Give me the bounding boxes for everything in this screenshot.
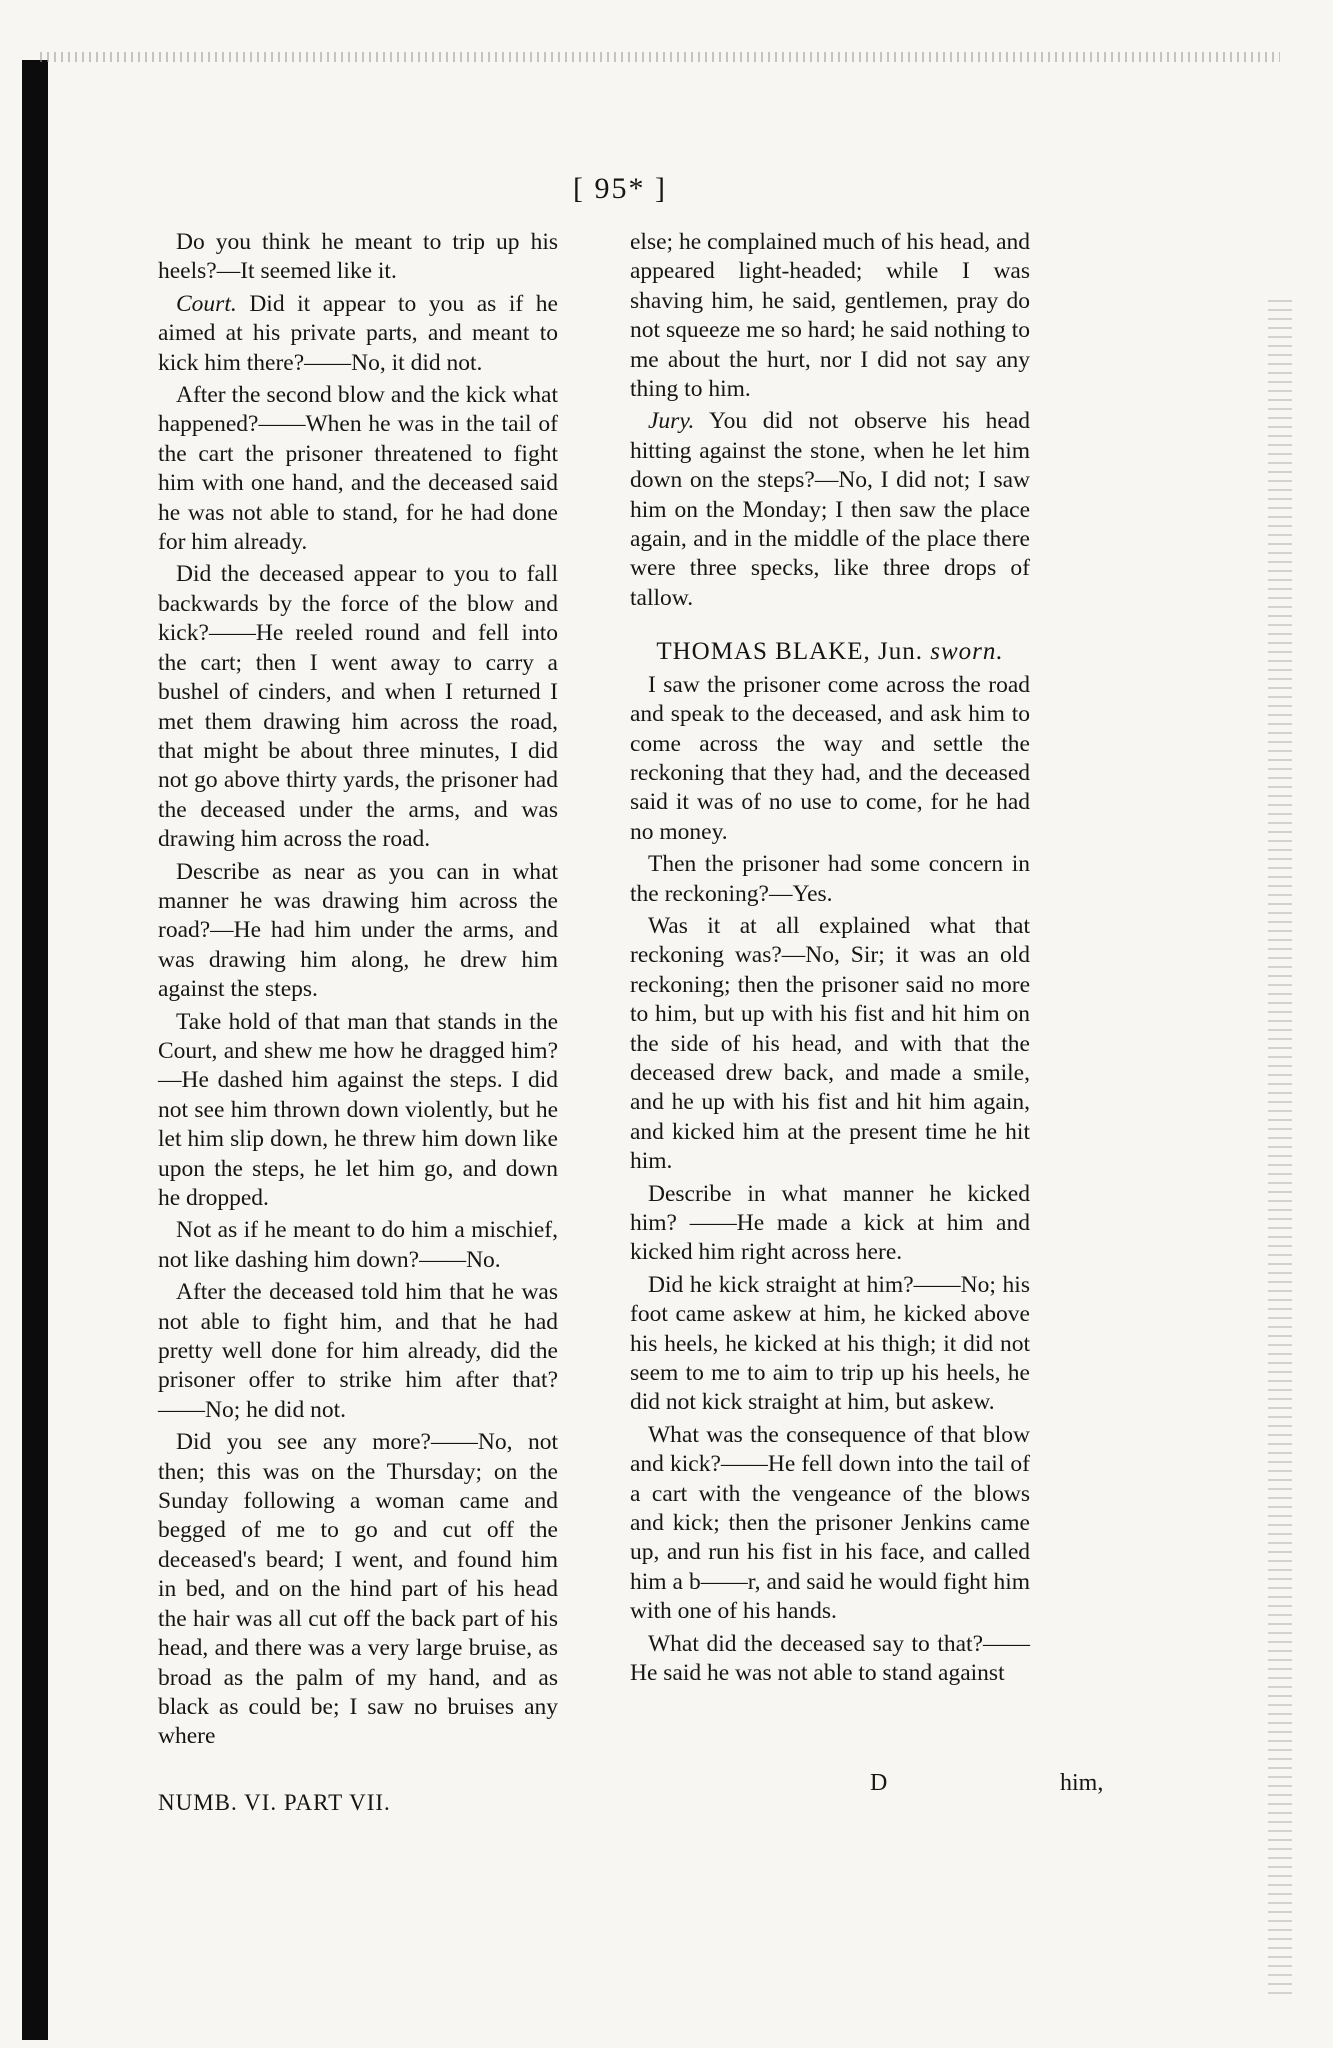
left-column: [158, 228, 558, 1752]
paragraph: Describe in what manner he kicked him? ——He made a kick at him and kicked him right across here.: [630, 1180, 1030, 1266]
page-number: [ 95* ]: [573, 172, 667, 205]
paragraph: Then the prisoner had some concern in the reckoning?—Yes.: [630, 851, 1030, 907]
speaker-label: Jury.: [648, 408, 695, 435]
paragraph: What was the consequence of that blow and kick?——He fell down into the tail of a cart with the vengeance of the blows and kick; then the prisoner Jenkins came up, and run his fist in his face, and called him a b——r, and said he would fight him with one of his hands.: [630, 1421, 1030, 1625]
paragraph: What did the deceased say to that?—— He said he was not able to stand against: [630, 1630, 1030, 1687]
signature-mark: D: [870, 1770, 888, 1796]
paragraph: Did you see any more?——No, not then; this was on the Thursday; on the Sunday following a woman came and begged of me to go and cut off the deceased's beard; I went, and found him in bed, and on the hind part of his head the hair was all cut off the back part of his head, and there was a very large bruise, as broad as the palm of my hand, and as black as could be; I saw no bruises any where: [158, 1429, 558, 1750]
paragraph: I saw the prisoner come across the road and speak to the deceased, and ask him to come across the way and settle the reckoning that they had, and the deceased said it was of no use to come, for he had no money.: [630, 671, 1030, 845]
paragraph: [158, 290, 558, 378]
right-column: [630, 228, 1030, 1689]
paragraph: Was it at all explained what that reckoning was?—No, Sir; it was an old reckoning; then the prisoner said no more to him, but up with his fist and hit him on the side of his head, and with that the deceased drew back, and made a smile, and he up with his fist and hit him again, and kicked him at the present time he hit him.: [630, 912, 1030, 1175]
paragraph: Did he kick straight at him?——No; his foot came askew at him, he kicked above his heels, he kicked at his thigh; it did not seem to me to aim to trip up his heels, he did not kick straight at him, but askew.: [630, 1271, 1030, 1416]
paragraph-text: Did it appear to you as if he aimed at his private parts, and meant to kick him there?——No, it did not.: [158, 290, 558, 376]
issue-footer: NUMB. VI. PART VII.: [158, 1790, 391, 1815]
witness-heading: [630, 637, 1030, 666]
paragraph: Take hold of that man that stands in the Court, and shew me how he dragged him?—He dashed him against the steps. I did not see him thrown down violently, but he let him slip down, he threw him down like upon the steps, he let him go, and down he dropped.: [158, 1008, 558, 1211]
paragraph: After the deceased told him that he was not able to fight him, and that he had pretty well done for him already, did the prisoner offer to strike him after that?——No; he did not.: [158, 1279, 558, 1423]
witness-name: THOMAS BLAKE, Jun.: [656, 638, 931, 666]
paragraph: After the second blow and the kick what happened?——When he was in the tail of the cart the prisoner threatened to fight him with one hand, and the deceased said he was not able to stand, for he had done for him already.: [158, 382, 558, 556]
paragraph: Not as if he meant to do him a mischief, not like dashing him down?——No.: [158, 1217, 558, 1273]
speaker-label: Court.: [176, 290, 237, 317]
paragraph: Did the deceased appear to you to fall backwards by the force of the blow and kick?——He reeled round and fell into the cart; then I went away to carry a bushel of cinders, and when I returned I met them drawing him across the road, that might be about three minutes, I did not go above thirty yards, the prisoner had the deceased under the arms, and was drawing him across the road.: [158, 561, 558, 853]
paragraph-text: You did not observe his head hitting against the stone, when he let him down on the steps?—No, I did not; I saw him on the Monday; I then saw the place again, and in the middle of the place there were three specks, like three drops of tallow.: [630, 408, 1030, 611]
paragraph: [630, 407, 1030, 613]
paragraph: Do you think he meant to trip up his heels?—It seemed like it.: [158, 229, 558, 285]
catchword: him,: [1060, 1770, 1104, 1796]
paragraph: Describe as near as you can in what manner he was drawing him across the road?—He had him under the arms, and was drawing him along, he drew him against the steps.: [158, 858, 558, 1003]
scan-noise-right: [1268, 300, 1292, 2000]
paragraph: else; he complained much of his head, and appeared light-headed; while I was shaving him, he said, gentlemen, pray do not squeeze me so hard; he said nothing to me about the hurt, nor I did not say any thing to him.: [630, 229, 1030, 403]
scan-noise-top: [40, 52, 1280, 62]
sworn-label: sworn.: [930, 638, 1004, 666]
binding-shadow: [22, 60, 48, 2040]
